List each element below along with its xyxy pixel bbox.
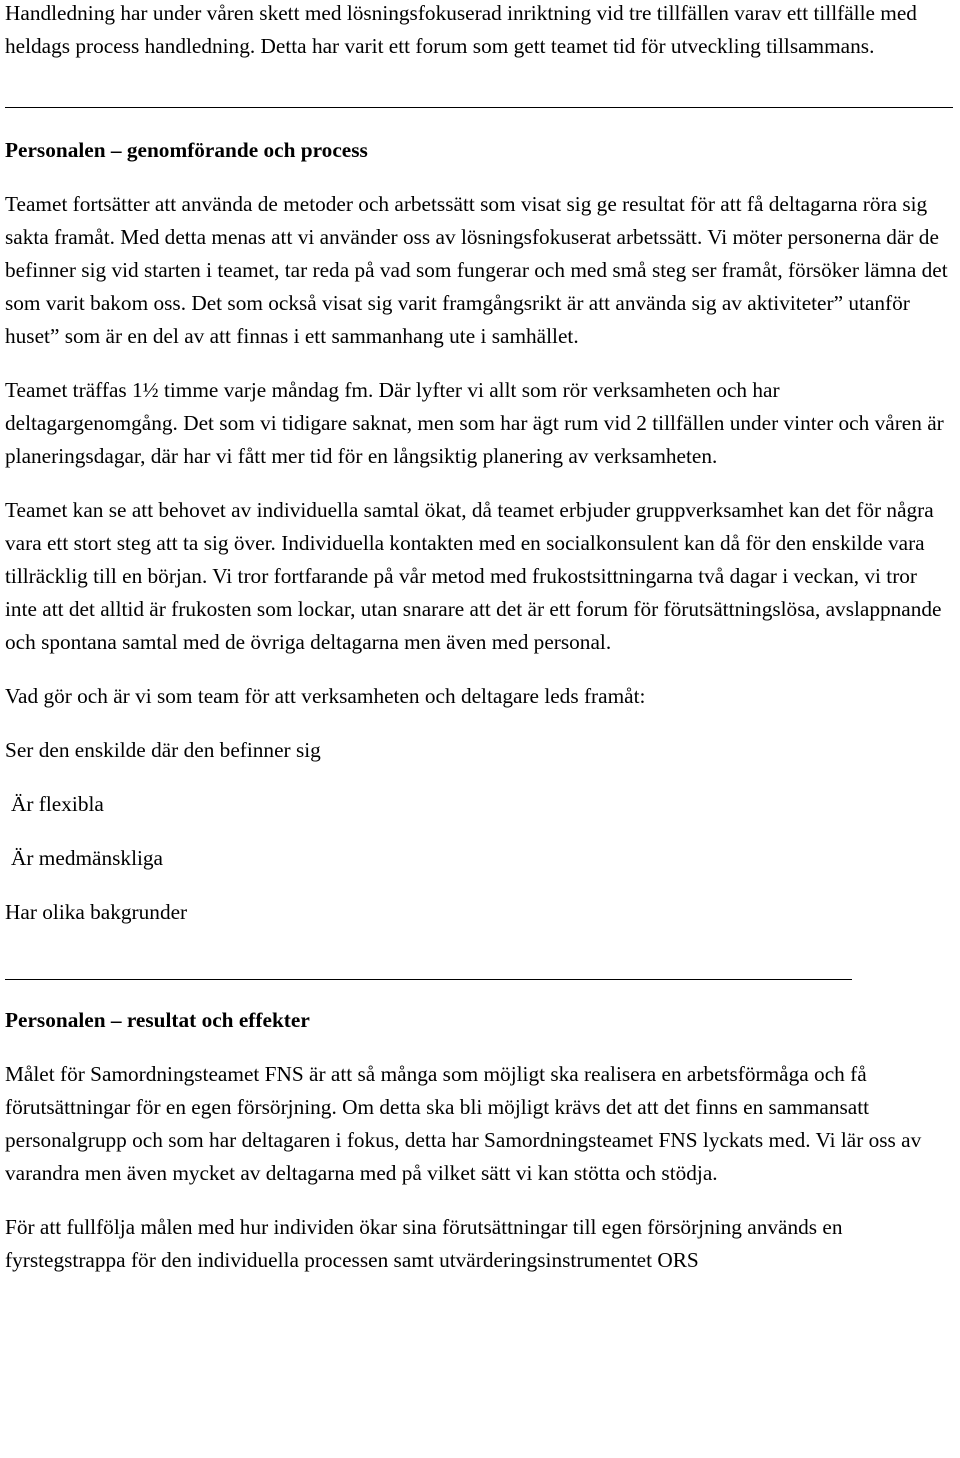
paragraph-goal: Målet för Samordningsteamet FNS är att så många som möjligt ska realisera en arbetsförmåga och få förutsättningar för en egen försörjning. Om detta ska bli möjligt krävs det att det finns en sammansatt personalgrupp och som har deltagaren i fokus, detta har Samordningsteamet FNS lyckats med. Vi lär oss av varandra men även mycket av deltagarna med på vilket sätt vi kan stötta och stödja.: [5, 1062, 922, 1185]
intro-paragraph: Handledning har under våren skett med lösningsfokuserad inriktning vid tre tillfällen varav ett tillfälle med heldags process handledning. Detta har varit ett forum som gett teamet tid för utveckling tillsammans.: [5, 1, 917, 58]
list-item: Har olika bakgrunder: [5, 900, 188, 924]
document-page: [5, 0, 953, 1277]
paragraph-staircase: För att fullfölja målen med hur individen ökar sina förutsättningar till egen försörjning används en fyrstegstrappa för den individuella processen samt utvärderingsinstrumentet ORS: [5, 1215, 843, 1272]
paragraph-individual-talks: Teamet kan se att behovet av individuella samtal ökat, då teamet erbjuder gruppverksamhet kan det för några vara ett stort steg att ta sig över. Individuella kontakten med en socialkonsulent kan då för den enskilde vara tillräcklig till en början. Vi tror fortfarande på vår metod med frukostsittningarna två dagar i veckan, vi tror inte att det alltid är frukosten som lockar, utan snarare att det är ett forum för förutsättningslösa, avslappnande och spontana samtal med de övriga deltagarna men även med personal.: [5, 498, 942, 654]
paragraph-meetings: Teamet träffas 1½ timme varje måndag fm. Där lyfter vi allt som rör verksamheten och har deltagargenomgång. Det som vi tidigare saknat, men som har ägt rum vid 2 tillfällen under vinter och våren är planeringsdagar, där har vi fått mer tid för en långsiktig planering av verksamheten.: [5, 378, 944, 468]
paragraph-team-question: Vad gör och är vi som team för att verksamheten och deltagare leds framåt:: [5, 684, 646, 708]
section-heading-results: Personalen – resultat och effekter: [5, 1008, 310, 1032]
section-heading-process: Personalen – genomförande och process: [5, 138, 368, 162]
list-item: Är flexibla: [11, 792, 104, 816]
section-divider: [5, 979, 852, 980]
list-item: Är medmänskliga: [11, 846, 164, 870]
paragraph-methods: Teamet fortsätter att använda de metoder och arbetssätt som visat sig ge resultat för att få deltagarna röra sig sakta framåt. Med detta menas att vi använder oss av lösningsfokuserat arbetssätt. Vi möter personerna där de befinner sig vid starten i teamet, tar reda på vad som fungerar och med små steg ser framåt, försöker lämna det som varit bakom oss. Det som också visat sig varit framgångsrikt är att använda sig av aktiviteter” utanför huset” som är en del av att finnas i ett sammanhang ute i samhället.: [5, 192, 948, 348]
list-item: Ser den enskilde där den befinner sig: [5, 738, 321, 762]
section-divider: [5, 107, 953, 108]
